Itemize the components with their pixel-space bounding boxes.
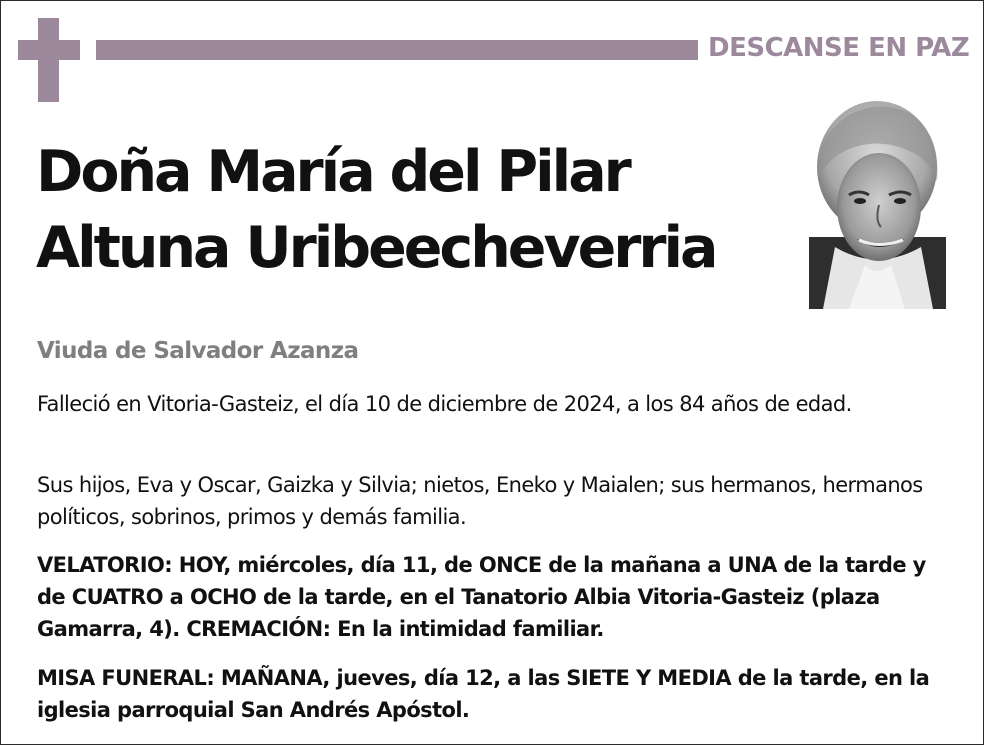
subtitle-widow-of: Viuda de Salvador Azanza — [37, 338, 359, 364]
death-notice-text: Falleció en Vitoria-Gasteiz, el día 10 de diciembre de 2024, a los 84 años de edad. — [37, 392, 852, 416]
deceased-name — [36, 134, 715, 286]
header-rule — [96, 40, 698, 60]
name-line-2: Altuna Uribeecheverria — [36, 215, 716, 281]
portrait-graphic — [809, 97, 946, 309]
name-line-1: Doña María del Pilar — [36, 139, 629, 205]
cross-horizontal — [18, 40, 80, 60]
wake-text: VELATORIO: HOY, miércoles, día 11, de ONCE de la mañana a UNA de la tarde y de CUATRO a OCHO de la tarde, en el Tanatorio Albia Vitoria-Gasteiz (plaza Gamarra, 4). CREMACIÓN: En la intimidad familiar. — [37, 553, 926, 641]
funeral-mass-text: MISA FUNERAL: MAÑANA, jueves, día 12, a las SIETE Y MEDIA de la tarde, en la iglesia parroquial San Andrés Apóstol. — [37, 666, 930, 722]
cross-vertical — [38, 18, 59, 102]
family-text: Sus hijos, Eva y Oscar, Gaizka y Silvia; nietos, Eneko y Maialen; sus hermanos, hermanos políticos, sobrinos, primos y demás familia. — [37, 473, 923, 529]
header-label: DESCANSE EN PAZ — [708, 33, 970, 63]
portrait-photo — [809, 97, 946, 309]
